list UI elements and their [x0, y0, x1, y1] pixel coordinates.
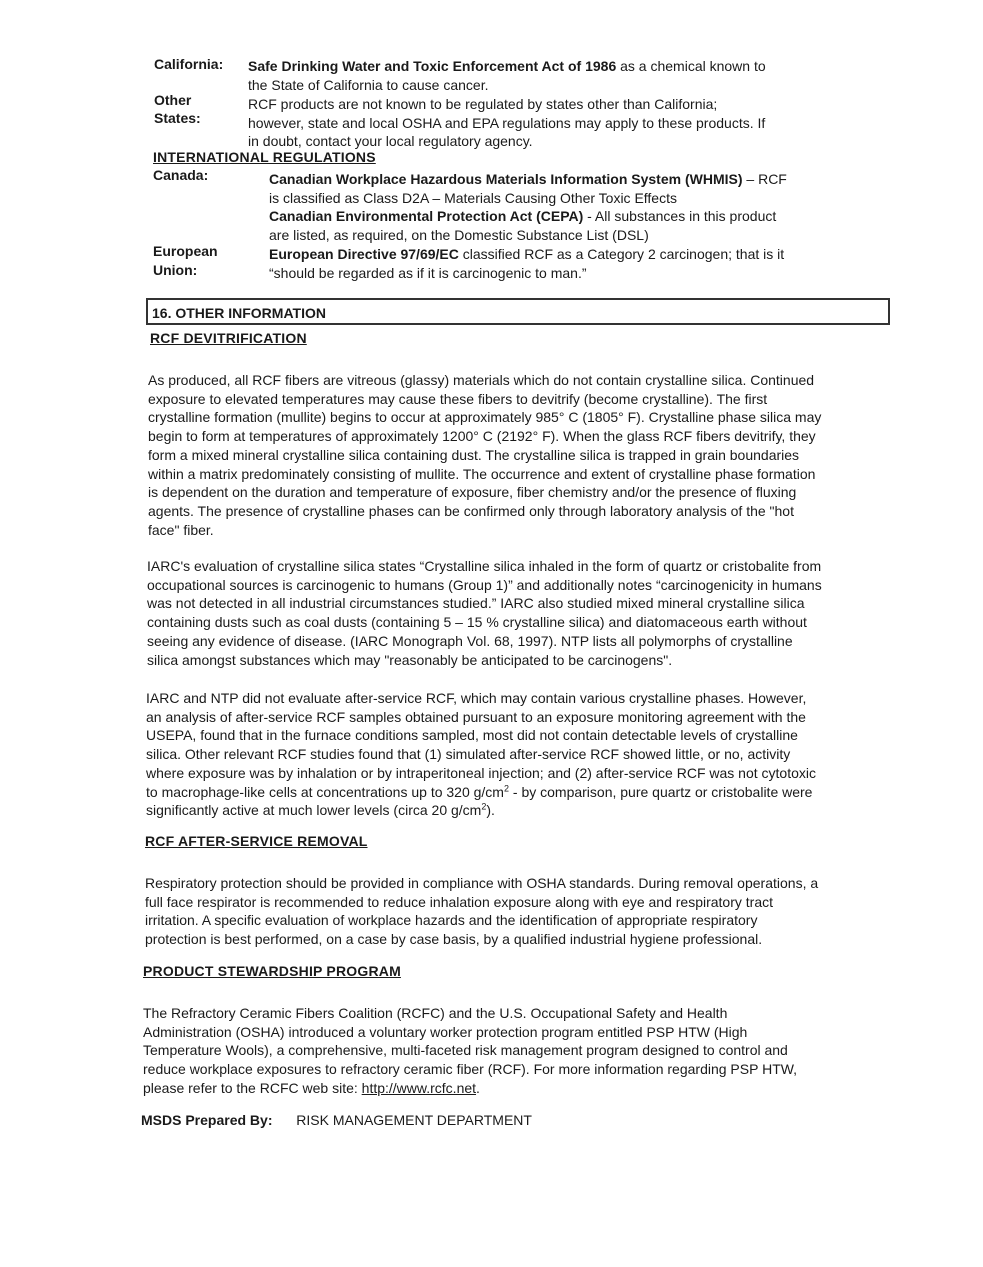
concentration-text: to macrophage-like cells at concentrations up to 320 g/cm — [146, 783, 504, 800]
paragraph-line — [146, 801, 916, 820]
period: . — [476, 1079, 480, 1096]
paragraph-line: agents. The presence of crystalline phases can be confirmed only through laboratory analysis of the "hot — [148, 502, 794, 519]
states-label: States: — [154, 110, 201, 126]
paragraph-line: irritation. A specific evaluation of workplace hazards and the identification of appropriate respiratory — [145, 912, 758, 929]
rcf-after-service-removal-heading: RCF AFTER-SERVICE REMOVAL — [145, 833, 368, 849]
after-service-paragraph — [146, 689, 916, 820]
paragraph-line: occupational sources is carcinogenic to humans (Group 1)” and additionally notes “carcinogenicity in humans — [147, 576, 822, 593]
website-prompt: please refer to the RCFC web site: — [143, 1079, 362, 1096]
paragraph-line: seeing any evidence of disease. (IARC Monograph Vol. 68, 1997). NTP lists all polymorphs of crystalline — [147, 632, 793, 649]
iarc-evaluation-paragraph — [147, 557, 917, 669]
paragraph-line: silica. Other relevant RCF studies found that (1) simulated after-service RCF showed little, or no, activity — [146, 746, 791, 763]
other-states-line: RCF products are not known to be regulated by states other than California; — [248, 96, 718, 112]
california-text — [248, 57, 888, 94]
canada-text — [269, 170, 869, 244]
international-regulations-heading: INTERNATIONAL REGULATIONS — [153, 149, 376, 165]
paragraph-line: Respiratory protection should be provided in compliance with OSHA standards. During removal operations, a — [145, 875, 819, 891]
eu-text — [269, 245, 869, 282]
paragraph-line: silica amongst substances which may "reasonably be anticipated to be carcinogens". — [147, 651, 673, 668]
california-act-rest: as a chemical known to — [616, 58, 766, 74]
paragraph-line: Administration (OSHA) introduced a voluntary worker protection program entitled PSP HTW (High — [143, 1023, 748, 1040]
paragraph-line: As produced, all RCF fibers are vitreous (glassy) materials which do not contain crystalline silica. Continued — [148, 372, 815, 388]
superscript: 2 — [481, 801, 487, 812]
eu-directive-name: European Directive 97/69/EC — [269, 246, 459, 262]
rcf-devitrification-heading: RCF DEVITRIFICATION — [150, 330, 307, 346]
devitrification-paragraph — [148, 371, 918, 539]
paragraph-line: was not detected in all industrial circumstances studied.” IARC also studied mixed mineral crystalline silica — [147, 595, 805, 612]
prepared-by-line — [141, 1112, 532, 1128]
stewardship-paragraph — [143, 1004, 913, 1098]
paragraph-line: reduce workplace exposures to refractory ceramic fiber (RCF). For more information regarding PSP HTW, — [143, 1061, 798, 1078]
section-16-title: 16. OTHER INFORMATION — [152, 305, 326, 321]
paragraph-line: an analysis of after-service RCF samples obtained pursuant to an exposure monitoring agreement with the — [146, 708, 806, 725]
lower-levels-text: significantly active at much lower levels (circa 20 g/cm — [146, 802, 482, 819]
california-line2: the State of California to cause cancer. — [248, 76, 489, 93]
paragraph-line: begin to form at temperatures of approximately 1200° C (2192° F). When the glass RCF fibers devitrify, they — [148, 428, 816, 445]
other-states-line: however, state and local OSHA and EPA regulations may apply to these products. If — [248, 114, 766, 131]
paragraph-line: exposure to elevated temperatures may cause these fibers to devitrify (become crystalline). The first — [148, 390, 768, 407]
paragraph-line: full face respirator is recommended to reduce inhalation exposure along with eye and respiratory tract — [145, 893, 773, 910]
paragraph-line: crystalline formation (mullite) begins to occur at approximately 985° C (1805° F). Crystalline phase silica may — [148, 409, 822, 426]
paragraph-line: is dependent on the duration and temperature of exposure, fiber chemistry and/or the presence of fluxing — [148, 484, 797, 501]
european-label: European — [153, 243, 218, 259]
other-label: Other — [154, 92, 192, 108]
rcfc-website-link[interactable]: http://www.rcfc.net — [361, 1079, 477, 1096]
other-states-line: in doubt, contact your local regulatory agency. — [248, 133, 533, 149]
removal-paragraph — [145, 874, 915, 949]
superscript: 2 — [503, 782, 509, 793]
prepared-by-label: MSDS Prepared By: — [141, 1112, 273, 1128]
union-label: Union: — [153, 262, 198, 278]
cepa-line2: are listed, as required, on the Domestic Substance List (DSL) — [269, 226, 649, 243]
paragraph-line — [146, 783, 916, 802]
california-act-name: Safe Drinking Water and Toxic Enforcement Act of 1986 — [248, 58, 617, 74]
canada-label: Canada: — [153, 167, 209, 183]
prepared-by-value: RISK MANAGEMENT DEPARTMENT — [296, 1112, 532, 1128]
paragraph-line: USEPA, found that in the furnace conditions sampled, most did not contain detectable levels of crystalline — [146, 727, 798, 744]
whmis-name: Canadian Workplace Hazardous Materials Information System (WHMIS) — [269, 171, 743, 187]
product-stewardship-heading: PRODUCT STEWARDSHIP PROGRAM — [143, 963, 401, 979]
whmis-line2: is classified as Class D2A – Materials Causing Other Toxic Effects — [269, 189, 677, 206]
paragraph-line: The Refractory Ceramic Fibers Coalition (RCFC) and the U.S. Occupational Safety and Health — [143, 1005, 728, 1021]
eu-directive-rest: classified RCF as a Category 2 carcinogen; that is it — [458, 246, 785, 262]
closing-text: ). — [486, 802, 495, 819]
cepa-rest: - All substances in this product — [583, 208, 777, 224]
paragraph-line: form a mixed mineral crystalline silica containing dust. The crystalline silica is trapped in grain boundaries — [148, 446, 800, 463]
other-states-text — [248, 95, 888, 151]
paragraph-line — [143, 1079, 913, 1098]
paragraph-line: containing dusts such as coal dusts (containing 5 – 15 % crystalline silica) and diatomaceous earth without — [147, 614, 807, 631]
cepa-name: Canadian Environmental Protection Act (CEPA) — [269, 208, 584, 224]
eu-line2: “should be regarded as if it is carcinogenic to man.” — [269, 264, 587, 281]
comparison-text: - by comparison, pure quartz or cristobalite were — [509, 783, 813, 800]
paragraph-line: face" fiber. — [148, 521, 214, 538]
paragraph-line: within a matrix predominately consisting of mullite. The occurrence and extent of crystalline phase formation — [148, 465, 816, 482]
paragraph-line: Temperature Wools), a comprehensive, multi-faceted risk management program designed to control and — [143, 1042, 788, 1059]
paragraph-line: IARC's evaluation of crystalline silica states “Crystalline silica inhaled in the form of quartz or cristobalite from — [147, 558, 822, 574]
paragraph-line: protection is best performed, on a case by case basis, by a qualified industrial hygiene professional. — [145, 931, 763, 948]
paragraph-line: where exposure was by inhalation or by intraperitoneal injection; and (2) after-service RCF was not cytotoxic — [146, 764, 816, 781]
california-label: California: — [154, 56, 224, 72]
paragraph-line: IARC and NTP did not evaluate after-service RCF, which may contain various crystalline phases. However, — [146, 690, 807, 706]
section-16-header — [146, 298, 890, 325]
whmis-rest: – RCF — [742, 171, 787, 187]
